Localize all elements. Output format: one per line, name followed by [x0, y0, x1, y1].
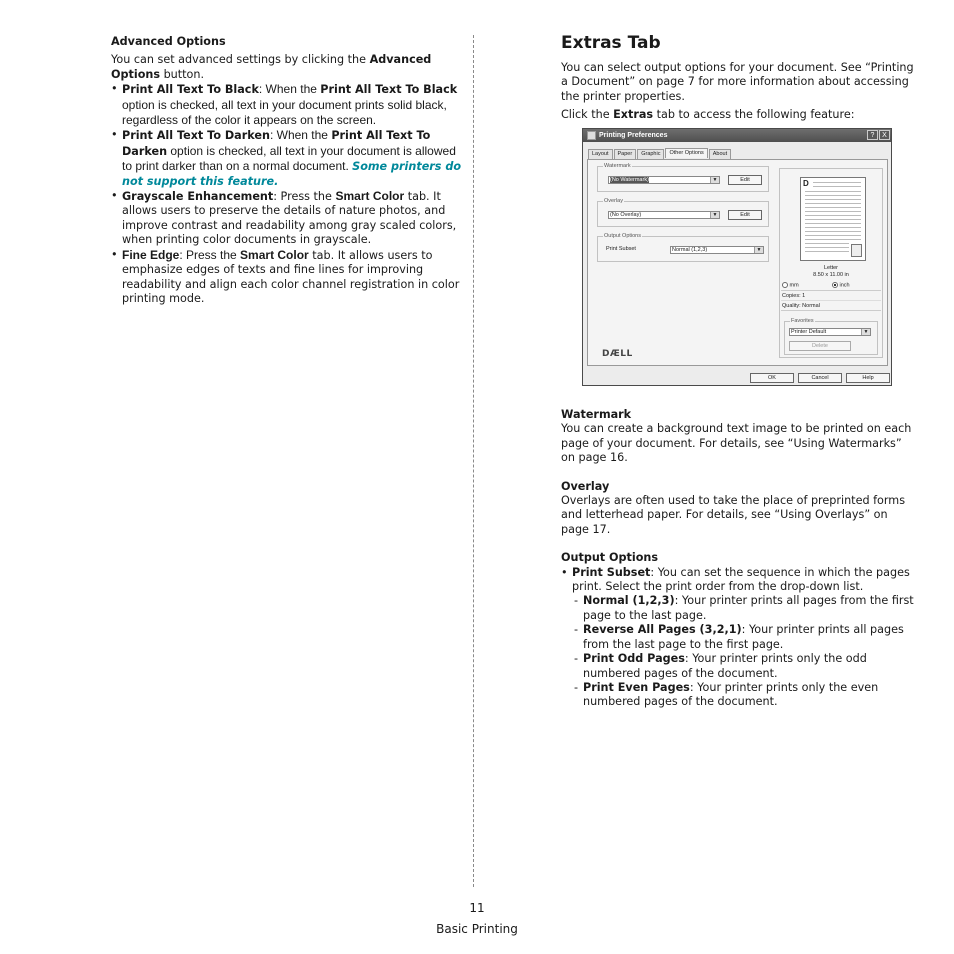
right-column	[561, 33, 916, 123]
overlay-group-label: Overlay	[604, 198, 623, 204]
list-item: - Print Even Pages: Your printer prints only the even numbered pages of the document.	[574, 681, 916, 710]
list-item: - Reverse All Pages (3,2,1): Your printer prints all pages from the last page to the first page.	[574, 623, 916, 652]
watermark-edit-button[interactable]: Edit	[728, 175, 762, 185]
output-options-list	[561, 566, 916, 710]
favorites-delete-button[interactable]: Delete	[789, 341, 851, 351]
watermark-text: You can create a background text image to be printed on each page of your document. For details, see “Using Watermarks” on page 16.	[561, 422, 912, 465]
quality-readout: Quality: Normal	[782, 303, 820, 309]
left-column	[111, 35, 463, 306]
chevron-down-icon: ▼	[710, 212, 719, 218]
close-title-button[interactable]: X	[879, 130, 890, 140]
dell-logo: DÆLL	[602, 349, 633, 359]
print-subset-select[interactable]: Normal (1,2,3) ▼	[670, 246, 764, 254]
output-options-group-label: Output Options	[604, 233, 641, 239]
dialog-tabs	[588, 149, 732, 159]
advanced-options-heading: Advanced Options	[111, 35, 226, 48]
other-options-panel	[587, 159, 888, 366]
overlay-text: Overlays are often used to take the place of preprinted forms and letterhead paper. For details, see “Using Overlays” on page 17.	[561, 494, 906, 536]
list-item: • Fine Edge: Press the Smart Color tab. It allows users to emphasize edges of texts and fine lines for improving readability and align each color channel registration in color printing mode.	[111, 248, 463, 307]
radio-icon	[782, 282, 788, 288]
watermark-group	[597, 163, 769, 192]
tab-graphic[interactable]: Graphic	[637, 149, 664, 159]
dialog-titlebar	[583, 129, 891, 142]
list-item: • Print Subset: You can set the sequence in which the pages print. Select the print order from the drop-down list. - Normal (1,2,3): Your printer prints all pages from the first page to the last page. - Reverse All Pages (3,2,1): Your printer prints all pages from the last page to the first page. - Print Odd Pages: Your printer prints only the odd numbered pages of the document. - Print Even Pages: Your printer prints only the even numbered pages of the document.	[561, 566, 916, 710]
overlay-group	[597, 198, 769, 227]
help-title-button[interactable]: ?	[867, 130, 878, 140]
list-item: • Print All Text To Black: When the Print All Text To Black option is checked, all text in your document prints solid black, regardless of the color it appears on the screen.	[111, 82, 463, 128]
help-button[interactable]: Help	[846, 373, 890, 383]
tab-paper[interactable]: Paper	[614, 149, 637, 159]
extras-tab-title: Extras Tab	[561, 33, 661, 53]
overlay-select[interactable]: (No Overlay) ▼	[608, 211, 720, 219]
tab-layout[interactable]: Layout	[588, 149, 613, 159]
page-preview-sheet: D	[800, 177, 866, 261]
tab-about[interactable]: About	[709, 149, 731, 159]
cancel-button[interactable]: Cancel	[798, 373, 842, 383]
chevron-down-icon: ▼	[710, 177, 719, 183]
output-options-heading: Output Options	[561, 551, 659, 565]
list-item: - Normal (1,2,3): Your printer prints all pages from the first page to the last page.	[574, 594, 916, 623]
section-name: Basic Printing	[436, 922, 518, 936]
extras-intro: You can select output options for your document. See “Printing a Document” on page 7 for more information about accessing the printer properties.	[561, 61, 914, 103]
page-number: 11	[469, 901, 485, 915]
print-subset-options	[572, 594, 916, 709]
unit-mm-option[interactable]: mm	[782, 282, 799, 289]
page-corner-icon	[851, 244, 862, 257]
favorites-group-label: Favorites	[791, 318, 814, 324]
radio-selected-icon	[832, 282, 838, 288]
paper-size: 8.50 x 11.00 in	[813, 272, 849, 278]
dialog-title: Printing Preferences	[599, 132, 668, 139]
unit-inch-option[interactable]: inch	[832, 282, 850, 289]
printer-support-note: Some printers do not support this feature.	[122, 160, 462, 188]
advanced-options-intro: You can set advanced settings by clicking the Advanced Options button.	[111, 53, 432, 81]
click-extras-instruction: Click the Extras tab to access the following feature:	[561, 108, 855, 122]
printing-preferences-dialog	[582, 128, 892, 386]
column-divider	[473, 35, 474, 887]
list-item: • Grayscale Enhancement: Press the Smart Color tab. It allows users to preserve the details of nature photos, and improve contrast and readability among gray scaled colors, when printing color documents in grayscale.	[111, 189, 463, 248]
list-item: • Print All Text To Darken: When the Print All Text To Darken option is checked, all text in your document is allowed to print darker than on a normal document. Some printers do not support this feature.	[111, 128, 463, 189]
page-preview-pane	[779, 168, 883, 358]
chevron-down-icon: ▼	[754, 247, 763, 253]
overlay-edit-button[interactable]: Edit	[728, 210, 762, 220]
favorites-group	[784, 318, 878, 355]
copies-readout: Copies: 1	[782, 293, 806, 299]
tab-other-options[interactable]: Other Options	[665, 148, 707, 158]
output-options-group	[597, 233, 769, 262]
watermark-group-label: Watermark	[604, 163, 631, 169]
chevron-down-icon: ▼	[861, 329, 870, 335]
watermark-select[interactable]: (No Watermark) ▼	[608, 176, 720, 184]
paper-name: Letter	[823, 265, 839, 271]
ok-button[interactable]: OK	[750, 373, 794, 383]
list-item: - Print Odd Pages: Your printer prints only the odd numbered pages of the document.	[574, 652, 916, 681]
print-subset-label: Print Subset	[606, 246, 636, 252]
right-column-sections	[561, 408, 916, 710]
watermark-heading: Watermark	[561, 408, 632, 421]
favorites-select[interactable]: Printer Default ▼	[789, 328, 871, 336]
overlay-heading: Overlay	[561, 479, 610, 493]
printer-icon	[587, 131, 596, 140]
advanced-options-list	[111, 82, 463, 306]
